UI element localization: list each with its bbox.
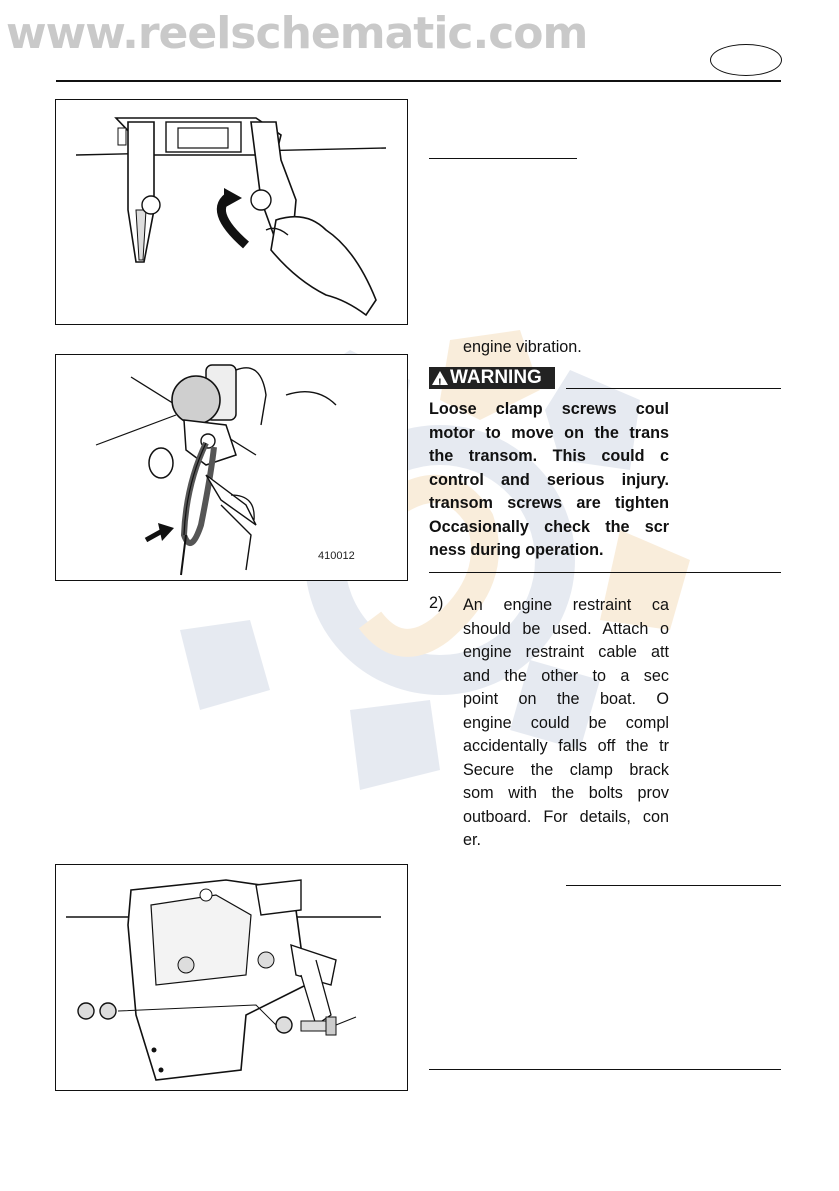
item-line: accidentally falls off the tr [463,737,669,755]
warning-line: ness during operation. [429,541,604,559]
warning-line: Loose clamp screws coul [429,400,669,418]
warning-line: transom screws are tighten [429,494,669,512]
warning-line: Occasionally check the scr [429,517,669,536]
language-badge [710,44,782,76]
item-line: engine could be compl [463,713,669,732]
note-rule-bottom [429,1069,781,1070]
item-line: should be used. Attach o [463,619,669,638]
warning-line: the transom. This could c [429,447,669,465]
continuation-text: engine vibration. [463,338,582,356]
watermark-text: www.reelschematic.com [6,8,588,59]
item-line: er. [463,831,481,849]
item-number: 2) [429,594,444,612]
item-line: An engine restraint ca [463,596,669,614]
warning-label: WARNING [450,367,542,388]
item-line: som with the bolts prov [463,784,669,802]
short-rule-top [429,158,577,159]
warning-body [429,398,669,563]
warning-triangle-icon: ! [432,371,448,385]
figure-clamp-lever [55,99,408,325]
warning-badge [429,367,555,389]
item-2-body [463,594,669,853]
figure-clamp-bracket [55,864,408,1091]
warning-rule-top [566,388,781,389]
item-line: engine restraint cable att [463,643,669,661]
warning-line: motor to move on the trans [429,423,669,442]
item-line: outboard. For details, con [463,807,669,826]
item-line: and the other to a sec [463,666,669,685]
note-rule-top [566,885,781,886]
item-line: point on the boat. O [463,690,669,708]
warning-line: control and serious injury. [429,470,669,489]
warning-rule-bottom [429,572,781,573]
figure-id-label: 410012 [318,550,355,562]
header-rule [56,80,781,82]
item-line: Secure the clamp brack [463,760,669,779]
figure-restraint-cable [55,354,408,581]
